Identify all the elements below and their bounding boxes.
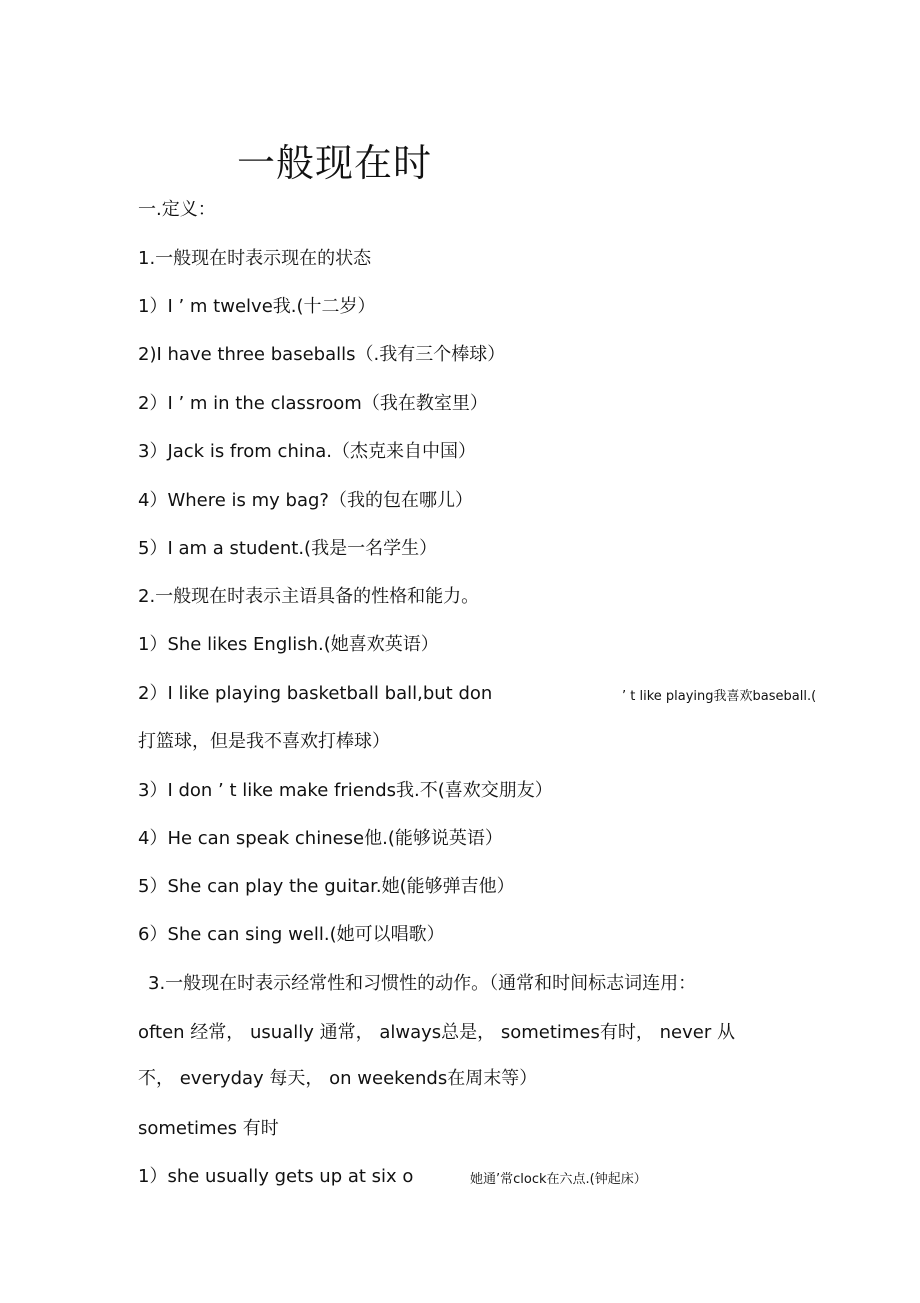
page-title: 一般现在时 <box>237 141 433 185</box>
rule-1-heading: 1.一般现在时表示现在的状态 <box>138 248 372 269</box>
example-line-continuation: ’ t like playing我喜欢baseball.( <box>622 689 817 704</box>
example-line: 3）I don ’ t like make friends我.不(喜欢交朋友） <box>138 780 553 801</box>
example-line: 6）She can sing well.(她可以唱歌） <box>138 924 445 945</box>
example-line: 2)I have three baseballs（.我有三个棒球） <box>138 344 506 365</box>
example-line: 1）she usually gets up at six o <box>138 1166 414 1187</box>
rule-3-heading: 3.一般现在时表示经常性和习惯性的动作。（通常和时间标志词连用： <box>148 973 697 994</box>
time-words-line: often 经常， usually 通常， always总是， sometimes有时， never 从 <box>138 1022 735 1043</box>
example-line: 5）She can play the guitar.她(能够弹吉他） <box>138 876 515 897</box>
example-line: 4）Where is my bag?（我的包在哪儿） <box>138 490 473 511</box>
example-line: 5）I am a student.(我是一名学生） <box>138 538 438 559</box>
example-line-continuation: 她通’常clock在六点.(钟起床） <box>470 1172 647 1187</box>
time-words-line: 不， everyday 每天， on weekends在周末等） <box>138 1068 538 1089</box>
example-line: 1）She likes English.(她喜欢英语） <box>138 634 439 655</box>
example-line: 打篮球，但是我不喜欢打棒球） <box>138 731 390 752</box>
example-line: 2）I ’ m in the classroom（我在教室里） <box>138 393 488 414</box>
example-line: 4）He can speak chinese他.(能够说英语） <box>138 828 503 849</box>
rule-2-heading: 2.一般现在时表示主语具备的性格和能力。 <box>138 586 480 607</box>
example-line: 2）I like playing basketball ball,but don <box>138 683 493 704</box>
example-line: 1）I ’ m twelve我.(十二岁） <box>138 296 376 317</box>
time-word: sometimes 有时 <box>138 1118 279 1139</box>
example-line: 3）Jack is from china.（杰克来自中国） <box>138 441 477 462</box>
section-heading-definition: 一.定义： <box>138 199 216 220</box>
